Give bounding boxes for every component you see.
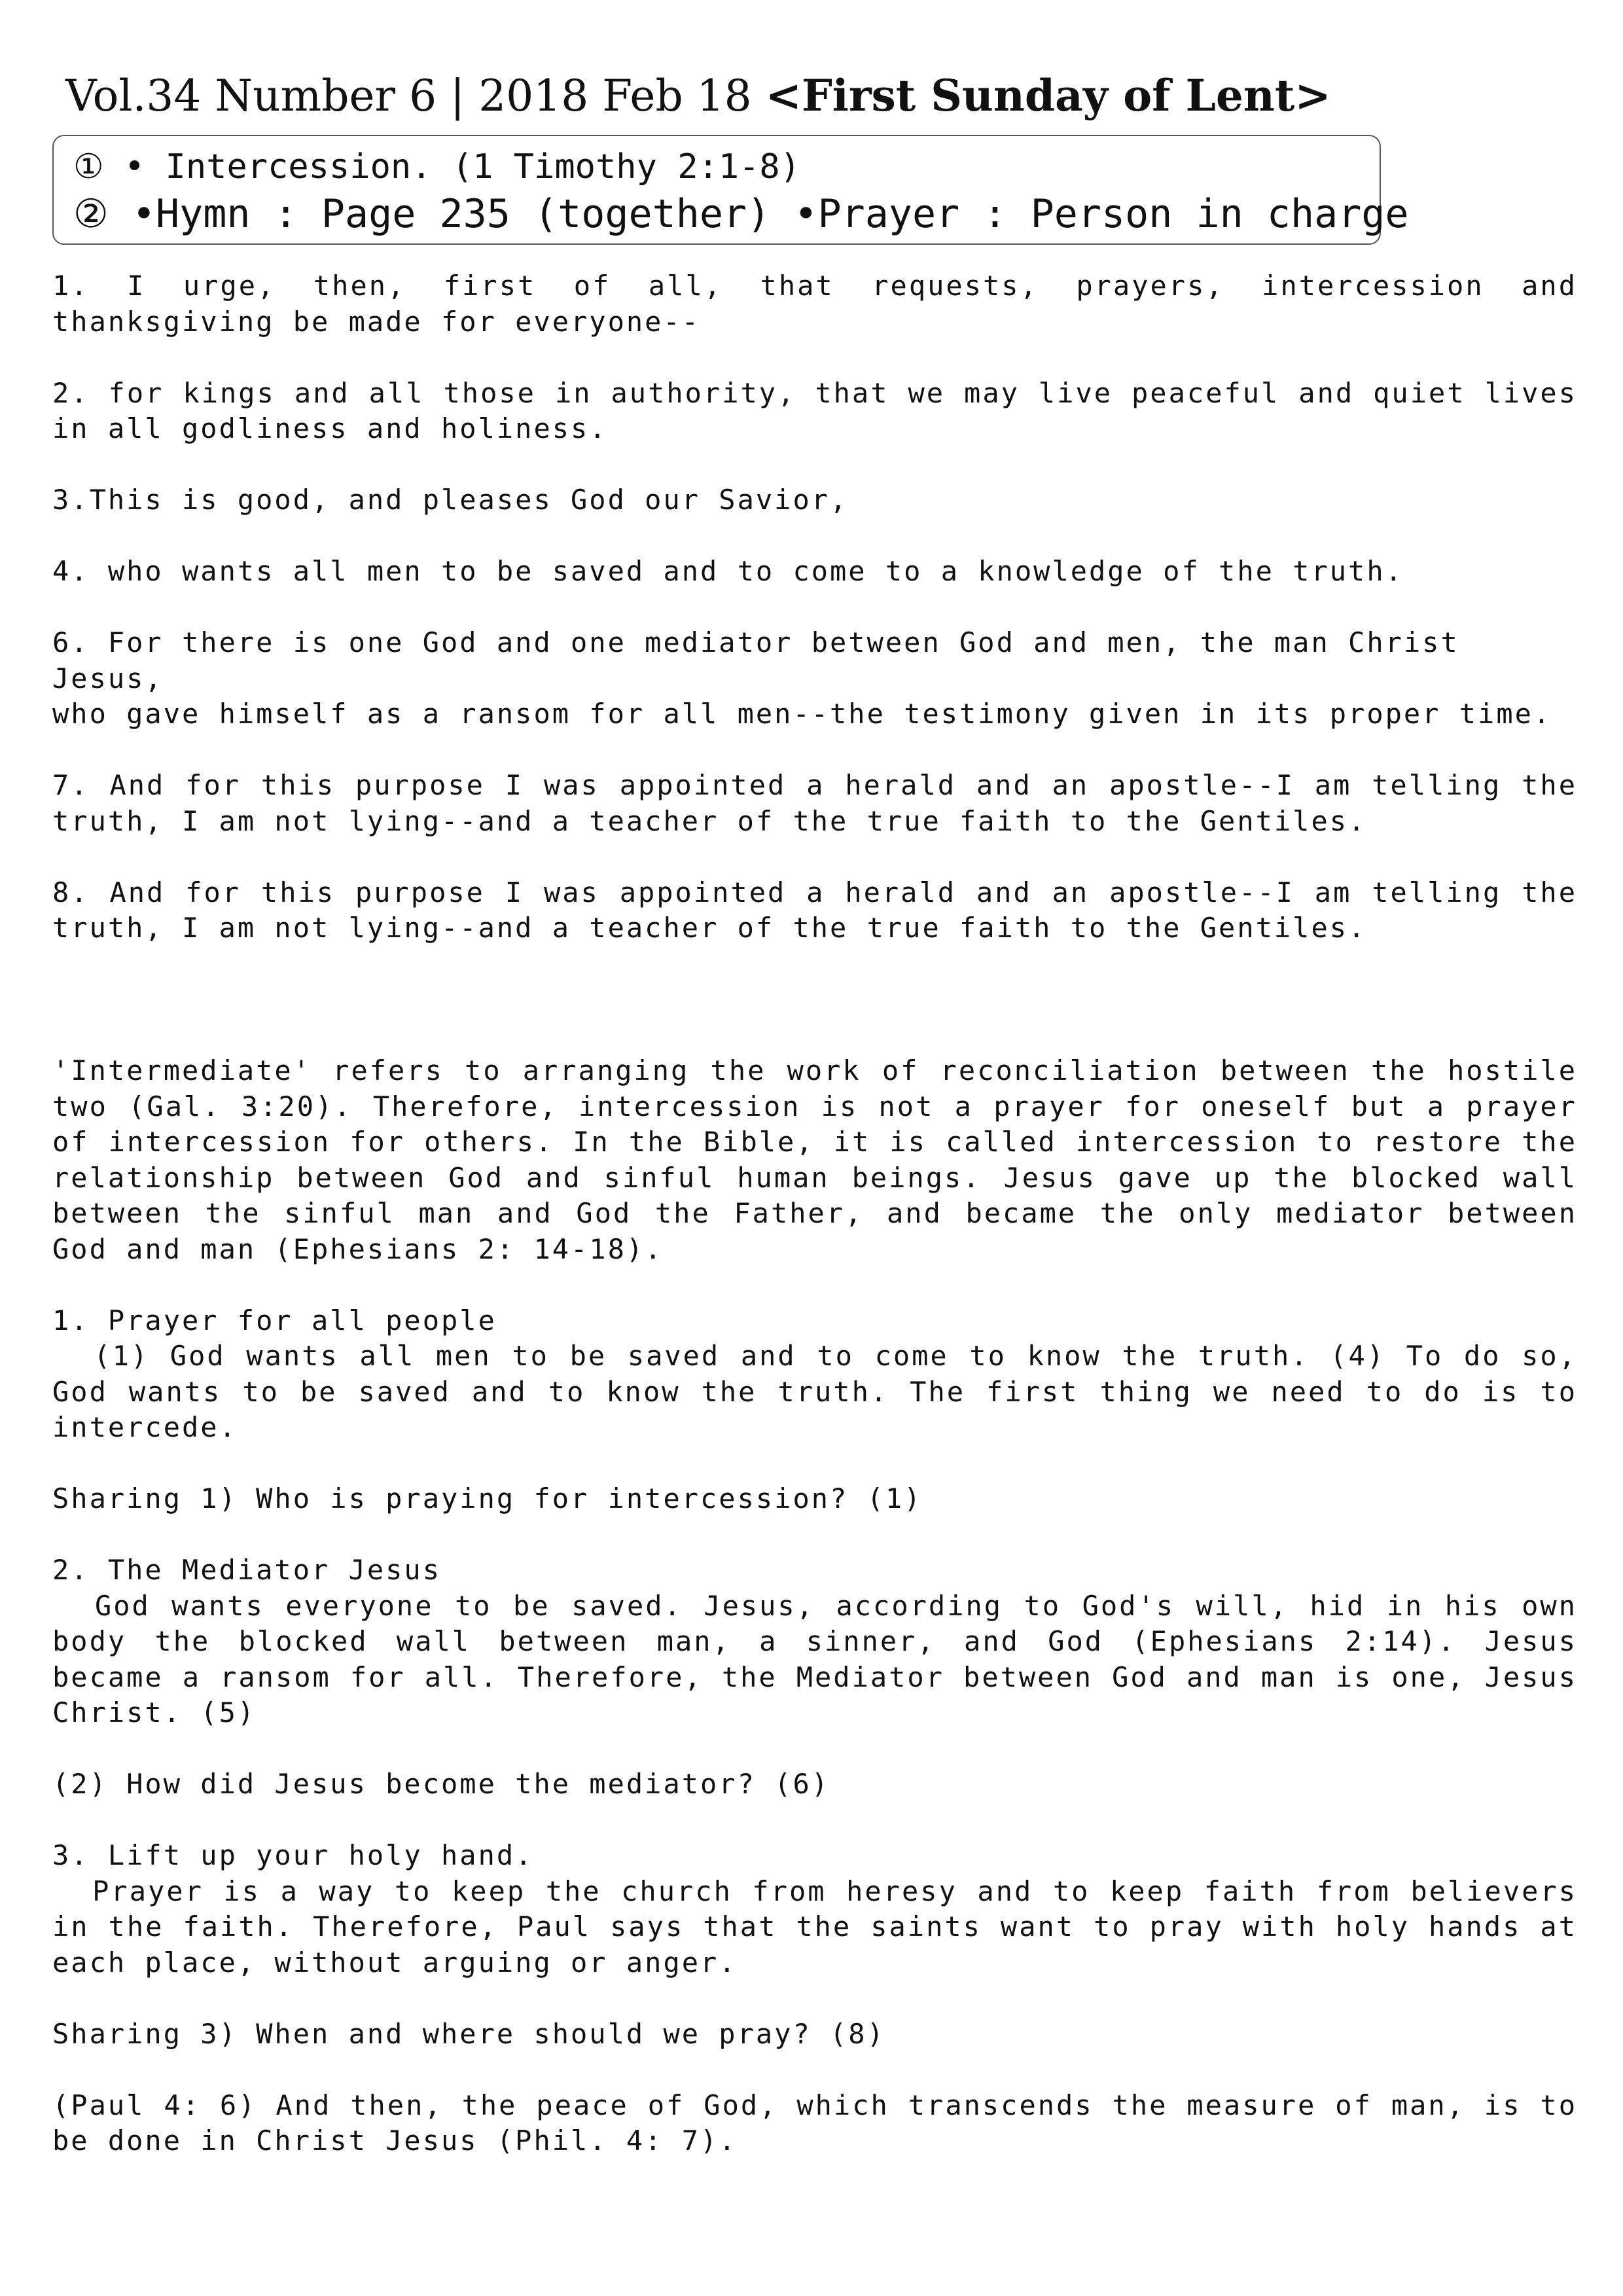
service-info-box — [52, 135, 1409, 245]
scripture-reference: ① • Intercession. (1 Timothy 2:1-8) — [73, 147, 801, 187]
section-1-heading: 1. Prayer for all people — [52, 1304, 497, 1336]
verse-1: 1. I urge, then, first of all, that requests, prayers, intercession and thanksgiving be made for everyone-- — [52, 270, 1596, 338]
verse-4: 4. who wants all men to be saved and to come to a knowledge of the truth. — [52, 555, 1404, 587]
verse-8: 8. And for this purpose I was appointed a herald and an apostle--I am telling the truth, I am not lying--and a teacher of the true faith to the Gentiles. — [52, 876, 1596, 944]
section-1-question: Sharing 1) Who is praying for intercession? (1) — [52, 1482, 923, 1515]
section-3-question: Sharing 3) When and where should we pray? (8) — [52, 2017, 885, 2050]
section-2-text: God wants everyone to be saved. Jesus, according to God's will, hid in his own body the blocked wall between man, a sinner, and God (Ephesians 2:14). Jesus became a ransom for all. Therefore, the Mediator between God and man is one, Jesus Christ. (5) — [52, 1589, 1596, 1729]
verse-6: 6. For there is one God and one mediator between God and men, the man Christ Jesus, who gave himself as a ransom for all men--the testimony given in its proper time. — [52, 626, 1552, 730]
section-2-heading: 2. The Mediator Jesus — [52, 1554, 442, 1586]
section-2-question: (2) How did Jesus become the mediator? (6) — [52, 1768, 830, 1800]
section-3-heading: 3. Lift up your holy hand. — [52, 1839, 534, 1871]
section-1-text: (1) God wants all men to be saved and to come to know the truth. (4) To do so, God wants to be saved and to know the truth. The first thing we need to do is to intercede. — [52, 1340, 1596, 1443]
verse-7: 7. And for this purpose I was appointed a herald and an apostle--I am telling the truth, I am not lying--and a teacher of the true faith to the Gentiles. — [52, 769, 1596, 837]
bulletin-body — [52, 268, 1596, 2159]
hymn-and-prayer-line: ② •Hymn : Page 235 (together) •Prayer : Person in charge — [73, 191, 1409, 237]
verse-3: 3.This is good, and pleases God our Savior, — [52, 484, 849, 516]
intro-paragraph: 'Intermediate' refers to arranging the work of reconciliation between the hostile two (Gal. 3:20). Therefore, intercession is not a prayer for oneself but a prayer of intercession for others. In the Bible, it is called intercession to restore the relationship between God and sinful human beings. Jesus gave up the blocked wall between the sinful man and God the Father, and became the only mediator between God and man (Ephesians 2: 14-18). — [52, 1054, 1596, 1265]
liturgical-day: <First Sunday of Lent> — [765, 70, 1331, 121]
verse-2: 2. for kings and all those in authority, that we may live peaceful and quiet lives in all godliness and holiness. — [52, 376, 1596, 444]
closing-paragraph: (Paul 4: 6) And then, the peace of God, which transcends the measure of man, is to be done in Christ Jesus (Phil. 4: 7). — [52, 2089, 1596, 2157]
issue-info: Vol.34 Number 6 | 2018 Feb 18 — [65, 71, 766, 121]
section-3-text: Prayer is a way to keep the church from heresy and to keep faith from believers in the faith. Therefore, Paul says that the saints want to pray with holy hands at each place, without arguing or anger. — [52, 1874, 1596, 1979]
bulletin-title — [65, 63, 1505, 129]
